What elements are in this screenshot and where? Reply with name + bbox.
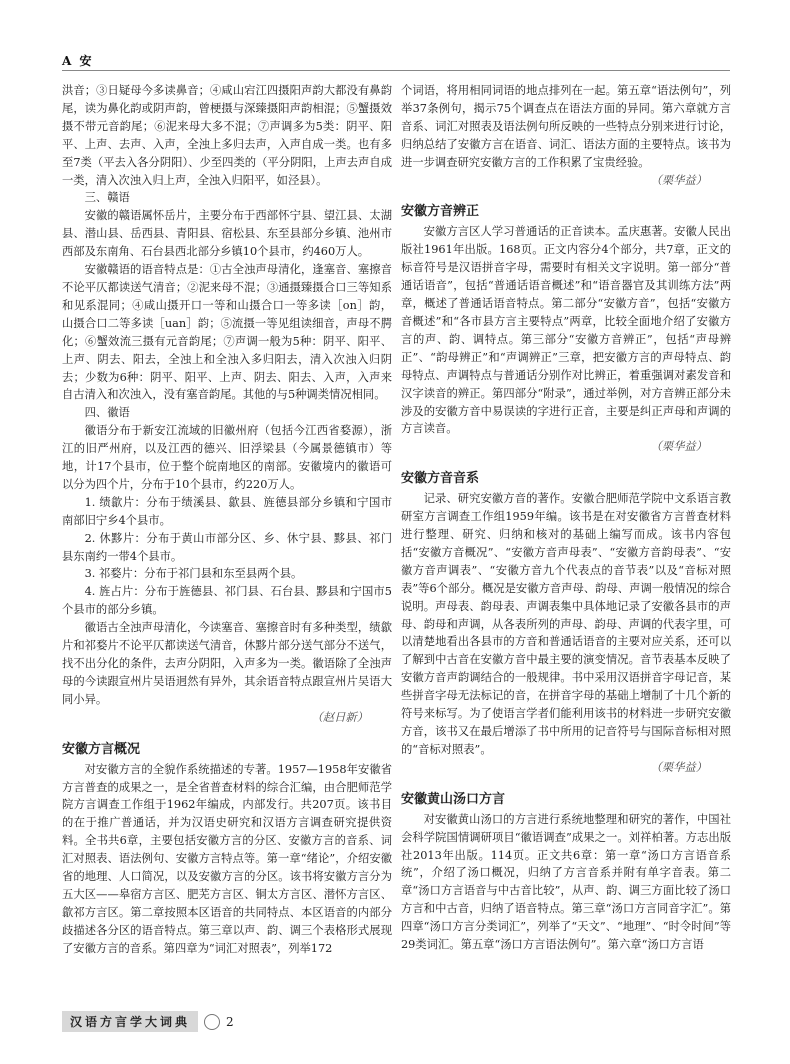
section-subhead: 四、徽语 xyxy=(84,406,130,420)
right-column xyxy=(401,82,731,954)
paragraph: 洪音；③日疑母今多读鼻音；④咸山宕江四摄阳声韵大都没有鼻韵尾，读为鼻化韵或阴声韵，曾梗摄与深臻摄阳声韵相混；⑤蟹摄效摄不带元音韵尾；⑥泥来母大多不混；⑦声调多为5类：阴平、阳平、上声、去声、入声，全浊上多归去声，入声自成一类。也有多至7类（平去入各分阴阳）、少至四类的（平分阴阳，上声去声自成一类，清入次浊入归上声，全浊入归阳平，如泾县）。 xyxy=(62,84,392,187)
paragraph: 徽语分布于新安江流域的旧徽州府（包括今江西省婺源），浙江的旧严州府，以及江西的德兴、旧浮梁县（今属景德镇市）等地，计17个县市，位于整个皖南地区的南部。安徽境内的徽语可以分为四个片，分布于10个县市，约220万人。 xyxy=(62,424,392,491)
paragraph: 安徽赣语的语音特点是：①古全浊声母清化，逢塞音、塞擦音不论平仄都读送气清音；②泥来母不混；③通摄臻摄合口三等知系和见系混同；④咸山摄开口一等和山摄合口一等多读［on］韵，山摄合口二等多读［uan］韵；⑤流摄一等见组读细音，声母不腭化；⑥蟹效流三摄有元音韵尾；⑦声调一般为5种：阴平、阳平、上声、阴去、阳去，全浊上和全浊入多归阳去，清入次浊入归阴去；少数为6种：阴平、阳平、上声、阴去、阳去、入声，入声来自古清入和次浊入，没有塞音韵尾。其他的与5种调类情况相同。 xyxy=(62,263,392,402)
entry-title: 安徽黄山汤口方言 xyxy=(401,791,506,807)
list-item: 2. 休黟片：分布于黄山市部分区、乡、休宁县、黟县、祁门县东南约一带4个县市。 xyxy=(62,531,392,563)
entry-title: 安徽方音辨正 xyxy=(401,204,480,220)
header-divider xyxy=(62,70,730,71)
page-footer xyxy=(62,1011,234,1032)
entry-title: 安徽方言概况 xyxy=(62,741,141,757)
paragraph: 安徽的赣语属怀岳片，主要分布于西部怀宁县、望江县、太湖县、潜山县、岳西县、青阳县、宿松县、东至县部分乡镇、池州市西部及东南角、石台县西北部分乡镇10个县市，约460万人。 xyxy=(62,209,392,259)
paragraph: 安徽方言区人学习普通话的正音读本。孟庆惠著。安徽人民出版社1961年出版。168页。正文内容分4个部分，共7章，正文的标音符号是汉语拼音字母，需要时有相关文字说明。第一部分“普通话语音”，包括“普通话语音概述”和“语音器官及其训练方法”两章，概述了普通话语音特点。第二部分“安徽方音”，包括“安徽方音概述”和“各市县方言主要特点”两章，比较全面地介绍了安徽方言的声、韵、调特点。第三部分“安徽方音辨正”，包括“声母辨正”、“韵母辨正”和“声调辨正”三章，把安徽方言的声母特点、韵母特点、声调特点与普通话分别作对比辨正，着重强调对素发音和汉字读音的辨正。第四部分“附录”，通过举例，对方音辨正部分未涉及的安徽方音中易误读的字进行正音，主要是纠正声母和声调的方言读音。 xyxy=(401,225,731,436)
author-signature: （栗华益） xyxy=(650,173,707,187)
entry-title: 安徽方音音系 xyxy=(401,471,480,487)
paragraph: 个词语，将用相同词语的地点排列在一起。第五章“语法例句”，列举37条例句，揭示75个调查点在语法方面的异同。第六章就方言音系、词汇对照表及语法例句所反映的一些特点分别来进行讨论，归纳总结了安徽方言在语音、词汇、语法方面的主要特点。该书为进一步调查研究安徽方言的工作积累了宝贵经验。 xyxy=(401,84,731,169)
section-subhead: 三、赣语 xyxy=(84,191,130,205)
author-signature: （栗华益） xyxy=(650,440,707,454)
paragraph: 对安徽黄山汤口的方言进行系统地整理和研究的著作，中国社会科学院国情调研项目“徽语调查”成果之一。刘祥柏著。方志出版社2013年出版。114页。正文共6章：第一章“汤口方言语音系统”，介绍了汤口概况，归纳了方言音系并附有单字音表。第二章“汤口方言语音与中古音比较”，从声、韵、调三方面比较了汤口方言和中古音，归纳了语音特点。第三章“汤口方言同音字汇”。第四章“汤口方言分类词汇”，列举了“天文”、“地理”、“时令时间”等29类词汇。第五章“汤口方言语法例句”。第六章“汤口方言语 xyxy=(401,812,731,952)
book-title: 汉语方言学大词典 xyxy=(62,1011,198,1032)
paragraph: 记录、研究安徽方音的著作。安徽合肥师范学院中文系语言教研室方言调查工作组1959年编。该书是在对安徽省方言普查材料进行整理、研究、归纳和核对的基础上编写而成。该书内容包括“安徽方音概况”、“安徽方音声母表”、“安徽方音韵母表”、“安徽方音声调表”、“安徽方音九个代表点的音节表”以及“音标对照表”等6个部分。概况是安徽方音声母、韵母、声调一般情况的综合说明。声母表、韵母表、声调表集中具体地记录了安徽各县市的声母、韵母和声调，从各表所列的声母、韵母、声调的代表字里，可以清楚地看出各县市的方音和普通话语音的主要对应关系，还可以了解到中古音在安徽方音中最主要的演变情况。音节表基本反映了安徽方音声韵调结合的一般规律。书中采用汉语拼音字母记音，某些拼音字母无法标记的音，在拼音字母的基础上增制了十几个新的符号来标写。为了使语言学者们能利用该书的材料进一步研究安徽方音，该书又在最后增添了书中所用的记音符号与国际音标相对照的“音标对照表”。 xyxy=(401,492,731,756)
paragraph: 徽语古全浊声母清化，今读塞音、塞擦音时有多种类型，绩歙片和祁婺片不论平仄都读送气清音，休黟片部分送气部分不送气，找不出分化的条件，去声分阴阳，入声多为一类。徽语除了全浊声母的今读跟宣州片吴语迥然有异外，其余语音特点跟宣州片吴语大同小异。 xyxy=(62,621,392,706)
list-item: 4. 旌占片：分布于旌德县、祁门县、石台县、黟县和宁国市5个县市的部分乡镇。 xyxy=(62,585,392,617)
left-column xyxy=(62,82,392,958)
page-number: 2 xyxy=(226,1014,234,1029)
author-signature: （栗华益） xyxy=(650,760,707,774)
publisher-logo-icon xyxy=(204,1014,220,1030)
author-signature: （赵日新） xyxy=(311,710,368,724)
paragraph: 对安徽方言的全貌作系统描述的专著。1957—1958年安徽省方言普查的成果之一，是全省普查材料的综合汇编，由合肥师范学院方言调查工作组于1962年编成，内部发行。共207页。该书目的在于推广普通话，并为汉语史研究和汉语方言调查研究提供资料。全书共6章，主要包括安徽方言的分区、安徽方言的音系、词汇对照表、语法例句、安徽方言特点等。第一章“绪论”，介绍安徽省的地理、人口简况，以及安徽方言的分区。该书将安徽方言分为五大区——皋宿方言区、肥芜方言区、铜太方言区、潜怀方言区、歙祁方言区。第二章按照本区语音的共同特点、本区语音的内部分歧描述各分区的语音特点。第三章以声、韵、调三个表格形式展现了安徽方言的音系。第四章为“词汇对照表”，列举172 xyxy=(62,762,392,955)
list-item: 1. 绩歙片：分布于绩溪县、歙县、旌德县部分乡镇和宁国市南部旧宁乡4个县市。 xyxy=(62,495,392,527)
running-header: A 安 xyxy=(62,54,94,68)
list-item: 3. 祁婺片：分布于祁门县和东至县两个县。 xyxy=(84,567,303,581)
